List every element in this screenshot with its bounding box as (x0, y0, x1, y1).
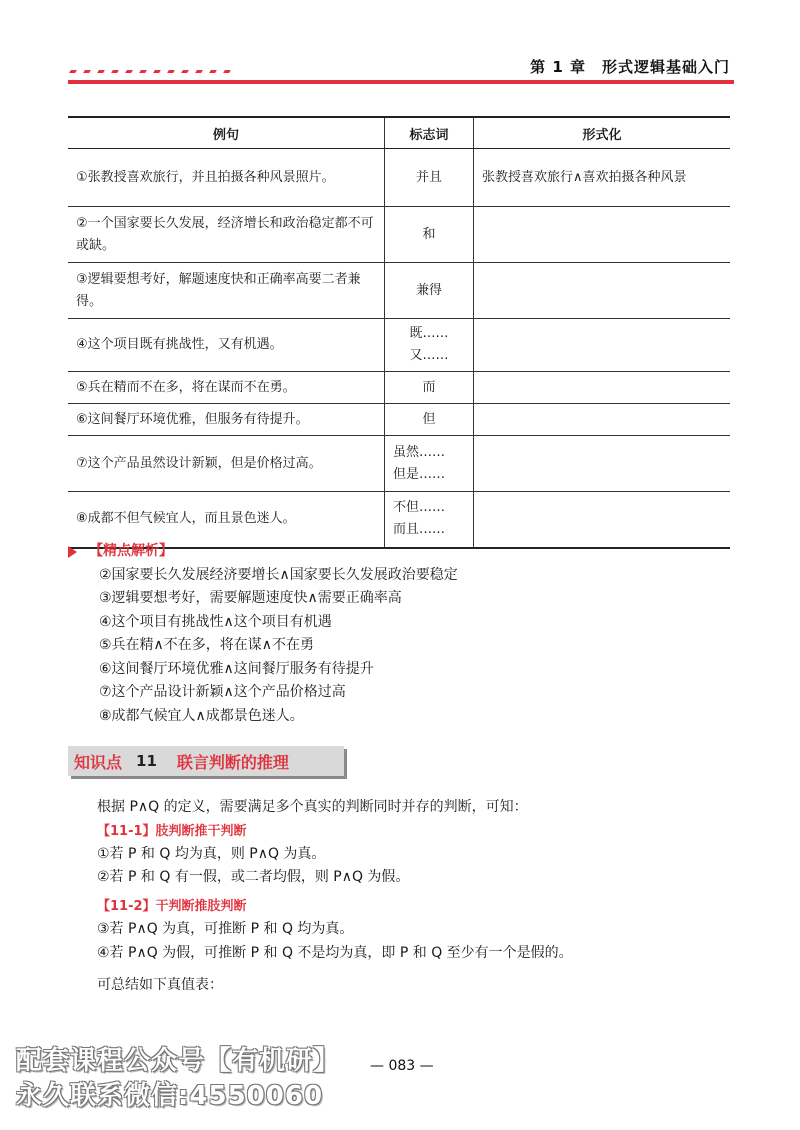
table-header-row (68, 117, 730, 149)
table-row (68, 372, 730, 404)
column-header: 例句 (68, 117, 385, 149)
marker-line: 而且…… (393, 522, 446, 538)
form-cell (474, 263, 731, 319)
column-header: 标志词 (385, 117, 474, 149)
sentence-cell: ①张教授喜欢旅行，并且拍摄各种风景照片。 (68, 149, 385, 207)
list-item: ②若 P 和 Q 有一假，或二者均假，则 P∧Q 为假。 (97, 869, 410, 885)
marker-cell: 但 (385, 404, 474, 436)
column-header: 形式化 (474, 117, 731, 149)
marker-line: 虽然…… (393, 444, 446, 460)
marker-line: 不但…… (393, 500, 446, 516)
header-rule (68, 80, 734, 84)
knowledge-point-title: 联言判断的推理 (176, 752, 289, 772)
table-row (68, 149, 730, 207)
list-item: ④这个项目有挑战性∧这个项目有机遇 (99, 613, 332, 630)
list-item: ⑤兵在精∧不在多，将在谋∧不在勇 (99, 637, 315, 653)
table-row (68, 319, 730, 372)
list-item: ⑧成都气候宜人∧成都景色迷人。 (99, 707, 304, 724)
subsection-heading: 【11-2】干判断推肢判断 (97, 899, 247, 914)
sentence-cell: ⑤兵在精而不在多，将在谋而不在勇。 (68, 372, 385, 404)
table-row (68, 207, 730, 263)
form-cell (474, 492, 731, 548)
table-row (68, 263, 730, 319)
section-intro: 根据 P∧Q 的定义，需要满足多个真实的判断同时并存的判断，可知： (97, 799, 528, 815)
marker-line: 但是…… (393, 466, 446, 482)
subsection-heading: 【11-1】肢判断推干判断 (97, 824, 247, 839)
form-cell (474, 372, 731, 404)
sentence-cell: ④这个项目既有挑战性，又有机遇。 (68, 319, 385, 372)
sentence-cell: ③逻辑要想考好，解题速度快和正确率高要二者兼得。 (68, 263, 385, 319)
list-item: ③若 P∧Q 为真，可推断 P 和 Q 均为真。 (97, 921, 354, 937)
marker-cell (385, 436, 474, 492)
watermark-line: 配套课程公众号【有机研】 (16, 1046, 341, 1076)
list-item: ②国家要长久发展经济要增长∧国家要长久发展政治要稳定 (99, 566, 458, 583)
marker-cell: 和 (385, 207, 474, 263)
summary-line: 可总结如下真值表： (97, 977, 223, 993)
sentence-cell: ②一个国家要长久发展，经济增长和政治稳定都不可或缺。 (68, 207, 385, 263)
triangle-bullet-icon (68, 546, 77, 558)
marker-cell: 兼得 (385, 263, 474, 319)
page-number: — 083 — (370, 1058, 434, 1074)
list-item: ⑥这间餐厅环境优雅∧这间餐厅服务有待提升 (99, 660, 374, 677)
form-cell (474, 436, 731, 492)
knowledge-point-label: 知识点 (74, 752, 123, 772)
knowledge-point-banner (68, 746, 344, 776)
marker-cell: 并且 (385, 149, 474, 207)
sentence-cell: ⑧成都不但气候宜人，而且景色迷人。 (68, 492, 385, 548)
list-item: ③逻辑要想考好，需要解题速度快∧需要正确率高 (99, 590, 402, 606)
analysis-heading-text: 【精点解析】 (89, 543, 173, 559)
knowledge-point-number: 11 (136, 752, 157, 770)
watermark-line: 永久联系微信:4550060 (16, 1081, 324, 1111)
list-item: ④若 P∧Q 为假，可推断 P 和 Q 不是均为真，即 P 和 Q 至少有一个是假的。 (97, 945, 573, 961)
table-row (68, 436, 730, 492)
analysis-section (68, 540, 458, 728)
marker-cell: 既……又…… (385, 319, 474, 372)
form-cell (474, 319, 731, 372)
form-cell (474, 207, 731, 263)
sentence-cell: ⑦这个产品虽然设计新颖，但是价格过高。 (68, 436, 385, 492)
list-item: ①若 P 和 Q 均为真，则 P∧Q 为真。 (97, 846, 326, 862)
sentence-cell: ⑥这间餐厅环境优雅，但服务有待提升。 (68, 404, 385, 436)
marker-cell: 而 (385, 372, 474, 404)
form-cell (474, 404, 731, 436)
analysis-heading (68, 540, 458, 564)
table-row (68, 404, 730, 436)
examples-table (68, 116, 730, 549)
analysis-list (99, 564, 458, 729)
header-decoration (70, 70, 230, 73)
list-item: ⑦这个产品设计新颖∧这个产品价格过高 (99, 684, 346, 700)
chapter-title: 第 1 章 形式逻辑基础入门 (530, 58, 730, 76)
form-cell: 张教授喜欢旅行∧喜欢拍摄各种风景 (474, 149, 731, 207)
